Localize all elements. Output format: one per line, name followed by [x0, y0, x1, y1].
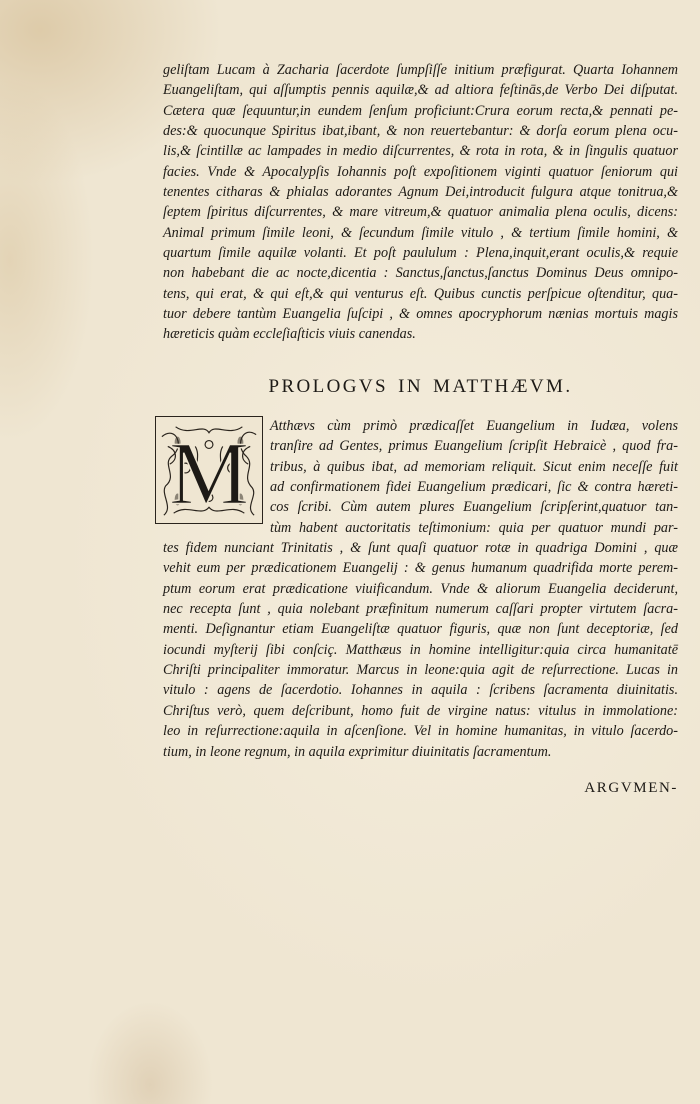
text-line: quartum ſimile aquilæ volanti. Et poſt paululum : Plena,inquit,erant oculis,& requie	[163, 245, 678, 262]
text-line: tenentes citharas & phialas adorantes Agnum Dei,introducit fulgura atque tonitrua,&	[163, 184, 678, 201]
text-line: tribus, à quibus ibat, ad memoriam reliquit. Sicut enim neceſſe fuit	[270, 458, 678, 475]
text-line: Atthævs cùm primò prædicaſſet Euangelium in Iudæa, volens	[270, 418, 678, 434]
text-line: tens, qui erat, & qui eſt,& qui venturus eſt. Quibus cunctis perſpicue oſtenditur, qua-	[163, 285, 678, 302]
text-line: tranſire ad Gentes, primus Euangelium ſcripſit Hebraicè , quod fra-	[270, 438, 678, 455]
text-line: vitulo : agens de ſacerdotio. Iohannes in aquila : ſcribens ſacramenta diuinitatis.	[163, 682, 678, 699]
text-line: facies. Vnde & Apocalypſis Iohannis poſt expoſitionem viginti quatuor ſeniorum qui	[163, 163, 678, 180]
text-line: hæreticis quàm eccleſiaſticis viuis canendas.	[163, 326, 416, 343]
prologue-heading: PROLOGVS IN MATTHÆVM.	[268, 376, 573, 397]
text-line: tuor debere tantùm Euangelia ſuſcipi , & omnes apocryphorum nænias mortuis magis	[163, 306, 678, 323]
catchword: ARGVMEN-	[584, 780, 678, 796]
drop-cap-letter: M	[168, 423, 250, 523]
text-line: vehit eum per prædicationem Euangelij : & genus humanum quadrifida morte perem-	[163, 560, 678, 577]
text-line: iocundi myſterij ſibi conſciç. Matthæus in homine intelligitur:quia circa humanitatē	[163, 641, 678, 658]
text-line: Chriſtus verò, quem deſcribunt, homo fuit de virgine natus: vitulus in immolatione:	[163, 702, 678, 719]
text-line: tium, in leone regnum, in aquila exprimitur diuinitatis ſacramentum.	[163, 743, 552, 760]
text-line: Animal primum ſimile leoni, & ſecundum ſimile vitulo , & tertium ſimile homini, &	[163, 224, 678, 241]
text-line: ſeptem ſpiritus diſcurrentes, & mare vitreum,& quatuor animalia plena oculis, dicens:	[163, 204, 678, 221]
text-line: des:& quocunque Spiritus ibat,ibant, & non reuertebantur: & dorſa eorum plena ocu-	[163, 123, 678, 140]
text-line: geliſtam Lucam à Zacharia ſacerdote ſumpſiſſe initium præfigurat. Quarta Iohannem	[163, 62, 678, 78]
text-line: menti. Deſignantur etiam Euangeliſtæ quatuor figuris, quæ non ſunt deceptoriæ, ſed	[163, 621, 678, 638]
text-line: ad confirmationem fidei Euangelium prædicari, ſic & contra hæreti-	[270, 479, 678, 496]
text-line: nec recepta ſunt , quia nolebant præfinitum numerum caſſari propter virtutem ſacra-	[163, 601, 678, 618]
text-line: tes fidem nunciant Trinitatis , & ſunt quaſi quatuor rotæ in quadriga Domini , quæ	[163, 540, 678, 557]
continued-text	[163, 60, 678, 345]
text-line: Chriſti principaliter immoratur. Marcus in leone:quia agit de reſurrectione. Lucas in	[163, 662, 678, 679]
text-line: lis,& ſcintillæ ac lampades in medio diſcurrentes, & rota in rota, & in ſingulis quatuor	[163, 143, 678, 160]
text-line: non habebant die ac nocte,dicentia : Sanctus,ſanctus,ſanctus Dominus Deus omnipo-	[163, 265, 678, 282]
text-line: tùm habent auctoritatis teſtimonium: quia per quatuor mundi par-	[270, 519, 678, 536]
text-line: leo in reſurrectione:aquila in aſcenſione. Vel in homine humanitas, in vitulo ſacerdo-	[163, 723, 678, 740]
text-line: cos ſcribi. Cùm autem plures Euangelium ſcripſerint,quatuor tan-	[270, 499, 678, 516]
text-line: Euangeliſtam, qui aſſumptis pennis aquilæ,& ad altiora feſtinās,de Verbo Dei diſputat.	[163, 82, 678, 99]
text-line: Cætera quæ ſequuntur,in eundem ſenſum proficiunt:Crura eorum recta,& pennati pe-	[163, 102, 678, 119]
text-line: ptum eorum erat prædicatione viuificandum. Vnde & aliorum Euangelia deciderunt,	[163, 580, 678, 597]
prologue-text	[163, 416, 678, 762]
